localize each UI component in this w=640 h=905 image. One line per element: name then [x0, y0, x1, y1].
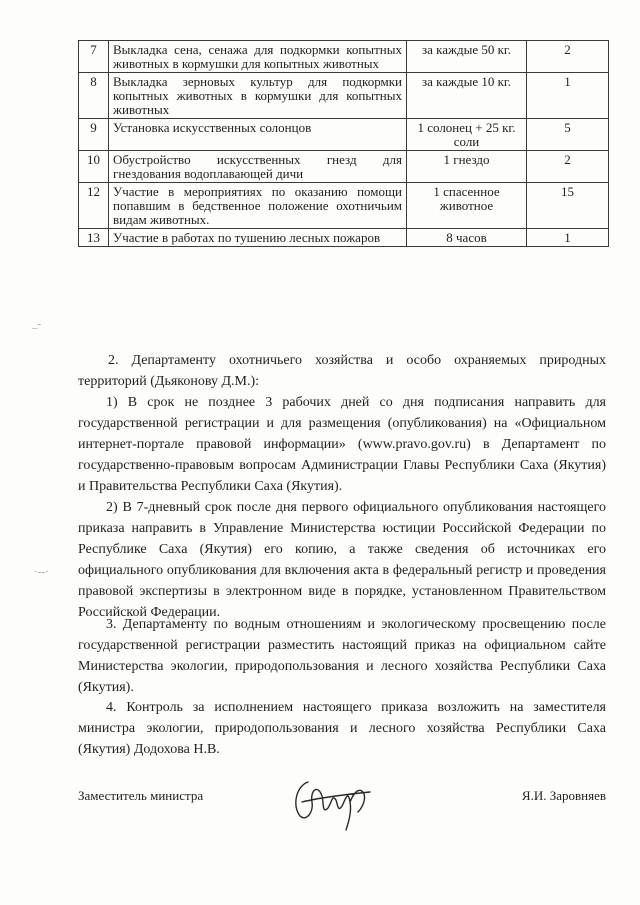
row-unit: 1 солонец + 25 кг. соли — [407, 119, 527, 151]
row-description: Участие в работах по тушению лесных пожаров — [109, 229, 407, 247]
row-description: Установка искусственных солонцов — [109, 119, 407, 151]
points-table-body — [79, 41, 609, 247]
paragraph-2: 2. Департаменту охотничьего хозяйства и особо охраняемых природных территорий (Дьяконову Д.М.): — [78, 353, 606, 389]
row-description: Участие в мероприятиях по оказанию помощи попавшим в бедственное положение охотничьим видам животных. — [109, 183, 407, 229]
row-unit: 8 часов — [407, 229, 527, 247]
table-row — [79, 41, 609, 73]
row-description: Выкладка сена, сенажа для подкормки копытных животных в кормушки для копытных животных — [109, 41, 407, 73]
row-number: 9 — [79, 119, 109, 151]
row-unit: 1 спасенное животное — [407, 183, 527, 229]
table-row — [79, 119, 609, 151]
row-unit: за каждые 10 кг. — [407, 73, 527, 119]
row-points: 2 — [527, 151, 609, 183]
row-points: 2 — [527, 41, 609, 73]
row-unit: 1 гнездо — [407, 151, 527, 183]
paragraph-3: 3. Департаменту по водным отношениям и экологическому просвещению после государственной регистрации разместить настоящий приказ на официальном сайте Министерства экологии, природопользования и лесного хозяйства Республики Саха (Якутия). — [78, 617, 606, 695]
table-row — [79, 183, 609, 229]
row-number: 7 — [79, 41, 109, 73]
row-number: 12 — [79, 183, 109, 229]
points-table — [78, 40, 609, 247]
paragraph-4: 4. Контроль за исполнением настоящего приказа возложить на заместителя министра экологии, природопользования и лесного хозяйства Республики Саха (Якутия) Додохова Н.В. — [78, 700, 606, 757]
signer-name: Я.И. Заровняев — [521, 788, 606, 803]
handwritten-signature — [288, 772, 378, 834]
margin-mark: _‐ — [32, 318, 42, 330]
row-points: 1 — [527, 73, 609, 119]
row-points: 1 — [527, 229, 609, 247]
table-row — [79, 229, 609, 247]
row-description: Обустройство искусственных гнезд для гнездования водоплавающей дичи — [109, 151, 407, 183]
row-description: Выкладка зерновых культур для подкормки копытных животных в кормушки для копытных животных — [109, 73, 407, 119]
row-points: 15 — [527, 183, 609, 229]
row-number: 8 — [79, 73, 109, 119]
margin-mark: ·‐‐· — [34, 566, 49, 578]
row-points: 5 — [527, 119, 609, 151]
row-number: 10 — [79, 151, 109, 183]
table-row — [79, 151, 609, 183]
row-unit: за каждые 50 кг. — [407, 41, 527, 73]
signer-position: Заместитель министра — [78, 788, 204, 803]
row-number: 13 — [79, 229, 109, 247]
table-row — [79, 73, 609, 119]
paragraph-2-2: 2) В 7-дневный срок после дня первого официального опубликования настоящего приказа направить в Управление Министерства юстиции Российской Федерации по Республике Саха (Якутия) его копию, а также сведения об источниках его официального опубликования для включения акта в федеральный регистр и проведения правовой экспертизы в электронном виде в порядке, установленном Правительством Российской Федерации. — [78, 500, 606, 620]
paragraph-2-1: 1) В срок не позднее 3 рабочих дней со дня подписания направить для государственной регистрации и для размещения (опубликования) на «Официальном интернет-портале правовой информации» (www.pravo.gov.ru) в Департамент по государственно-правовым вопросам Администрации Главы Республики Саха (Якутия) и Правительства Республики Саха (Якутия). — [78, 395, 606, 494]
